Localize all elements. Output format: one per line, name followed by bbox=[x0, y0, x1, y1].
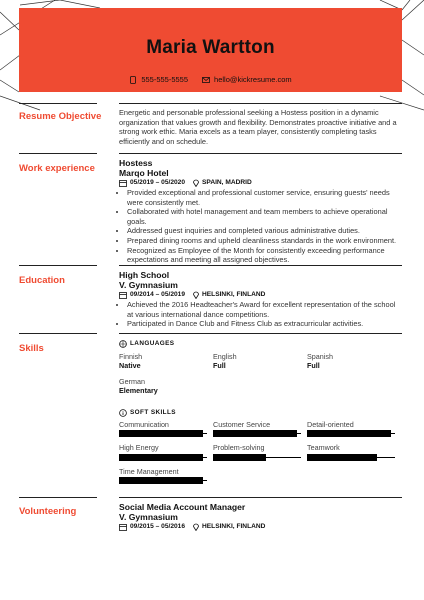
languages-heading bbox=[119, 339, 402, 349]
phone-number: 555-555-5555 bbox=[141, 75, 189, 84]
volunteer-meta bbox=[119, 522, 402, 531]
education-entry bbox=[119, 270, 402, 329]
section-skills bbox=[19, 333, 402, 497]
skill-level-bar bbox=[307, 454, 395, 461]
section-title: Volunteering bbox=[19, 506, 77, 517]
section-title: Education bbox=[19, 275, 65, 286]
language-name: German bbox=[119, 376, 145, 386]
language-level: Full bbox=[213, 361, 226, 371]
skill-item bbox=[119, 420, 213, 438]
section-divider bbox=[19, 497, 97, 498]
email-address: hello@kickresume.com bbox=[214, 75, 292, 84]
education-location-text: HELSINKI, FINLAND bbox=[202, 291, 266, 298]
bar-fill bbox=[119, 430, 203, 437]
objective-text: Energetic and personable professional seeking a Hostess position in a dynamic organization that values growth and flexibility. Demonstrates proactive initiative and a strong work ethic. Maria excels as a team player, consistently completing tasks efficiently and on schedule. bbox=[119, 108, 397, 146]
envelope-icon bbox=[202, 76, 210, 84]
soft-skills-heading bbox=[119, 408, 402, 418]
location-pin-icon bbox=[192, 179, 200, 187]
info-circle-icon bbox=[119, 409, 127, 417]
language-name: Finnish bbox=[119, 351, 143, 361]
language-item bbox=[119, 377, 213, 396]
skill-name: High Energy bbox=[119, 443, 159, 453]
education-location bbox=[192, 290, 265, 299]
skill-name: Detail-oriented bbox=[307, 419, 354, 429]
section-volunteering bbox=[19, 497, 402, 537]
phone-item bbox=[129, 75, 188, 84]
list-item: • Collaborated with hotel management and team members to achieve operational goals. bbox=[127, 207, 402, 226]
globe-icon bbox=[119, 340, 127, 348]
section-divider bbox=[119, 265, 402, 266]
skill-item bbox=[307, 420, 401, 438]
bar-fill bbox=[119, 477, 203, 484]
skill-item bbox=[119, 443, 213, 461]
soft-skills-label: SOFT SKILLS bbox=[130, 408, 176, 416]
job-meta bbox=[119, 178, 402, 187]
bar-fill bbox=[213, 454, 266, 461]
skill-item bbox=[213, 420, 307, 438]
bar-fill bbox=[307, 430, 391, 437]
section-education bbox=[19, 265, 402, 331]
list-item: • Addressed guest inquiries and completed various administrative duties. bbox=[127, 226, 402, 236]
skill-level-bar bbox=[307, 430, 395, 437]
volunteer-dates: 09/2015 – 05/2016 bbox=[130, 523, 186, 530]
education-dates: 09/2014 – 05/2019 bbox=[130, 291, 186, 298]
section-title: Skills bbox=[19, 343, 44, 354]
calendar-icon bbox=[119, 523, 127, 531]
language-level: Full bbox=[307, 361, 320, 371]
section-divider bbox=[119, 103, 402, 104]
skill-level-bar bbox=[119, 477, 207, 484]
skills-content bbox=[119, 339, 402, 484]
languages-grid bbox=[119, 352, 402, 396]
section-objective bbox=[19, 103, 402, 153]
volunteer-location-text: HELSINKI, FINLAND bbox=[202, 523, 266, 530]
bar-fill bbox=[119, 454, 203, 461]
employer-name: Marqo Hotel bbox=[119, 168, 169, 178]
skill-name: Customer Service bbox=[213, 419, 271, 429]
section-divider bbox=[119, 153, 402, 154]
soft-skills-grid bbox=[119, 420, 402, 485]
language-level: Elementary bbox=[119, 386, 158, 396]
education-meta bbox=[119, 290, 402, 299]
job-bullets bbox=[119, 188, 402, 265]
list-item: • Prepared dining rooms and upheld cleanliness standards in the work environment. bbox=[127, 236, 402, 246]
skill-item bbox=[119, 467, 213, 485]
calendar-icon bbox=[119, 291, 127, 299]
candidate-name: Maria Wartton bbox=[146, 37, 275, 58]
skill-level-bar bbox=[213, 430, 301, 437]
bar-fill bbox=[307, 454, 377, 461]
skill-name: Problem-solving bbox=[213, 443, 265, 453]
list-item: • Recognized as Employee of the Month for consistently exceeding performance expectations and meeting all assigned objectives. bbox=[127, 246, 402, 265]
school-name: V. Gymnasium bbox=[119, 280, 178, 290]
section-divider bbox=[19, 333, 97, 334]
section-experience bbox=[19, 153, 402, 263]
job-location-text: SPAIN, MADRID bbox=[202, 179, 252, 186]
section-divider bbox=[19, 103, 97, 104]
languages-label: LANGUAGES bbox=[130, 340, 175, 347]
section-divider bbox=[119, 333, 402, 334]
list-item: • Achieved the 2016 Headteacher's Award for excellent representation of the school at various international dance competitions. bbox=[127, 300, 402, 319]
language-name: English bbox=[213, 351, 237, 361]
job-title: Hostess bbox=[119, 158, 153, 168]
volunteer-role: Social Media Account Manager bbox=[119, 502, 246, 512]
skill-item bbox=[307, 443, 401, 461]
skill-level-bar bbox=[213, 454, 301, 461]
language-level: Native bbox=[119, 361, 141, 371]
section-title: Work experience bbox=[19, 163, 95, 174]
language-item bbox=[307, 352, 401, 371]
degree: High School bbox=[119, 270, 170, 280]
contact-line bbox=[19, 75, 402, 84]
list-item: • Provided exceptional and professional customer service, ensuring guests' needs were consistently met. bbox=[127, 188, 402, 207]
list-item: • Participated in Dance Club and Fitness Club as extracurricular activities. bbox=[127, 319, 402, 329]
email-item bbox=[202, 75, 292, 84]
skill-name: Communication bbox=[119, 419, 169, 429]
job-dates: 05/2019 – 05/2020 bbox=[130, 179, 186, 186]
section-divider bbox=[19, 265, 97, 266]
bar-fill bbox=[213, 430, 297, 437]
skill-item bbox=[213, 443, 307, 461]
location-pin-icon bbox=[192, 523, 200, 531]
phone-icon bbox=[129, 76, 137, 84]
skill-name: Teamwork bbox=[307, 443, 340, 453]
experience-entry bbox=[119, 158, 402, 265]
section-divider bbox=[19, 153, 97, 154]
skill-level-bar bbox=[119, 454, 207, 461]
section-divider bbox=[119, 497, 402, 498]
calendar-icon bbox=[119, 179, 127, 187]
language-item bbox=[119, 352, 213, 371]
language-name: Spanish bbox=[307, 351, 333, 361]
location-pin-icon bbox=[192, 291, 200, 299]
language-item bbox=[213, 352, 307, 371]
volunteering-entry bbox=[119, 502, 402, 532]
skill-name: Time Management bbox=[119, 466, 179, 476]
volunteer-organization: V. Gymnasium bbox=[119, 512, 178, 522]
section-title: Resume Objective bbox=[19, 111, 102, 122]
education-bullets bbox=[119, 300, 402, 329]
skill-level-bar bbox=[119, 430, 207, 437]
volunteer-location bbox=[192, 522, 265, 531]
job-location bbox=[192, 178, 252, 187]
resume-header bbox=[19, 8, 402, 92]
